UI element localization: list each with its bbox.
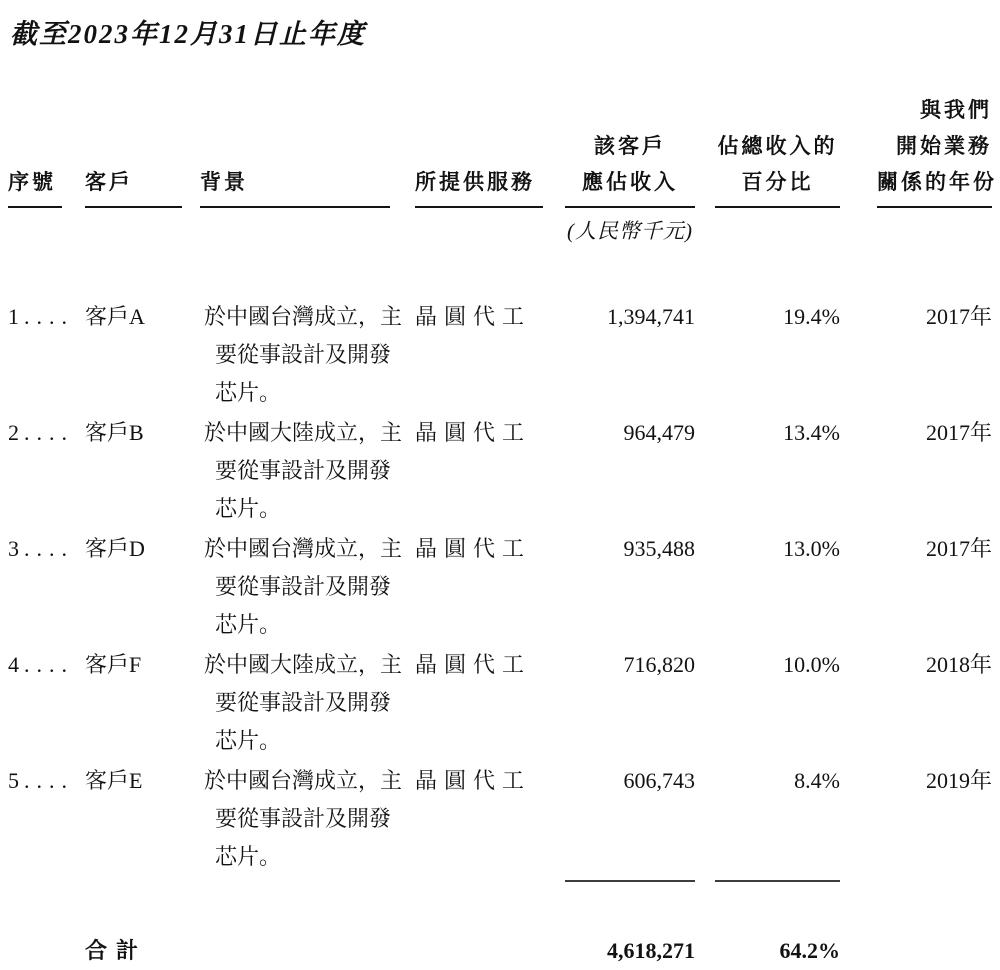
revenue-value: 1,394,741	[607, 304, 695, 329]
dot-leader: ....	[24, 304, 74, 329]
service-provided: 晶圓代工	[415, 304, 532, 329]
table-row	[8, 646, 992, 762]
revenue-unit-note: (人民幣千元)	[567, 219, 693, 243]
subtotal-rule-row	[8, 878, 992, 888]
col-header-percentage: 佔總收入的 百分比	[702, 93, 847, 208]
total-percentage: 64.2%	[779, 938, 840, 963]
col-header-revenue: 該客戶 應佔收入	[555, 93, 702, 208]
table-row	[8, 414, 992, 530]
customer-background: 於中國台灣成立，主 要從事設計及開發 芯片。	[204, 768, 403, 869]
dot-leader: ....	[24, 420, 74, 445]
row-number: 2 ....	[8, 420, 74, 445]
customer-background: 於中國台灣成立，主 要從事設計及開發 芯片。	[204, 304, 403, 405]
row-number: 4 ....	[8, 652, 74, 677]
table-header-row	[8, 93, 992, 208]
revenue-value: 716,820	[623, 652, 695, 677]
service-provided: 晶圓代工	[415, 536, 532, 561]
table-row	[8, 530, 992, 646]
customer-background: 於中國大陸成立，主 要從事設計及開發 芯片。	[204, 420, 403, 521]
col-header-year: 與我們 開始業務 關係的年份	[847, 93, 992, 208]
percentage-value: 19.4%	[783, 304, 840, 329]
row-number: 1 ....	[8, 304, 74, 329]
service-provided: 晶圓代工	[415, 652, 532, 677]
page-title: 截至2023年12月31日止年度	[10, 19, 366, 49]
dot-leader: ....	[24, 652, 74, 677]
total-row	[8, 888, 992, 970]
relationship-year: 2017年	[925, 420, 992, 445]
total-label: 合計	[85, 938, 148, 963]
revenue-value: 935,488	[623, 536, 695, 561]
customer-background: 於中國台灣成立，主 要從事設計及開發 芯片。	[204, 536, 403, 637]
header-spacer	[8, 252, 992, 298]
revenue-unit-cell	[555, 208, 702, 252]
customer-name: 客戶F	[85, 652, 142, 677]
col-header-no: 序號	[8, 93, 85, 208]
col-header-background: 背景	[200, 93, 415, 208]
percentage-value: 13.0%	[783, 536, 840, 561]
row-number: 5 ....	[8, 768, 74, 793]
percentage-value: 8.4%	[794, 768, 840, 793]
top-customers-table	[8, 93, 997, 970]
revenue-value: 606,743	[623, 768, 695, 793]
table-row	[8, 762, 992, 878]
revenue-value: 964,479	[623, 420, 695, 445]
dot-leader: ....	[24, 536, 74, 561]
revenue-unit-row	[8, 208, 992, 252]
col-header-services: 所提供服務	[415, 93, 555, 208]
customer-name: 客戶A	[85, 304, 145, 329]
total-revenue: 4,618,271	[607, 938, 695, 963]
single-rule-percentage	[715, 880, 840, 882]
table-row	[8, 298, 992, 414]
single-rule-revenue	[565, 880, 695, 882]
percentage-value: 10.0%	[783, 652, 840, 677]
relationship-year: 2019年	[925, 768, 992, 793]
relationship-year: 2018年	[925, 652, 992, 677]
row-number: 3 ....	[8, 536, 74, 561]
customer-name: 客戶E	[85, 768, 143, 793]
relationship-year: 2017年	[925, 536, 992, 561]
relationship-year: 2017年	[925, 304, 992, 329]
dot-leader: ....	[24, 768, 74, 793]
customer-background: 於中國大陸成立，主 要從事設計及開發 芯片。	[204, 652, 403, 753]
customer-name: 客戶B	[85, 420, 144, 445]
service-provided: 晶圓代工	[415, 768, 532, 793]
service-provided: 晶圓代工	[415, 420, 532, 445]
percentage-value: 13.4%	[783, 420, 840, 445]
col-header-customer: 客戶	[85, 93, 200, 208]
customer-name: 客戶D	[85, 536, 145, 561]
